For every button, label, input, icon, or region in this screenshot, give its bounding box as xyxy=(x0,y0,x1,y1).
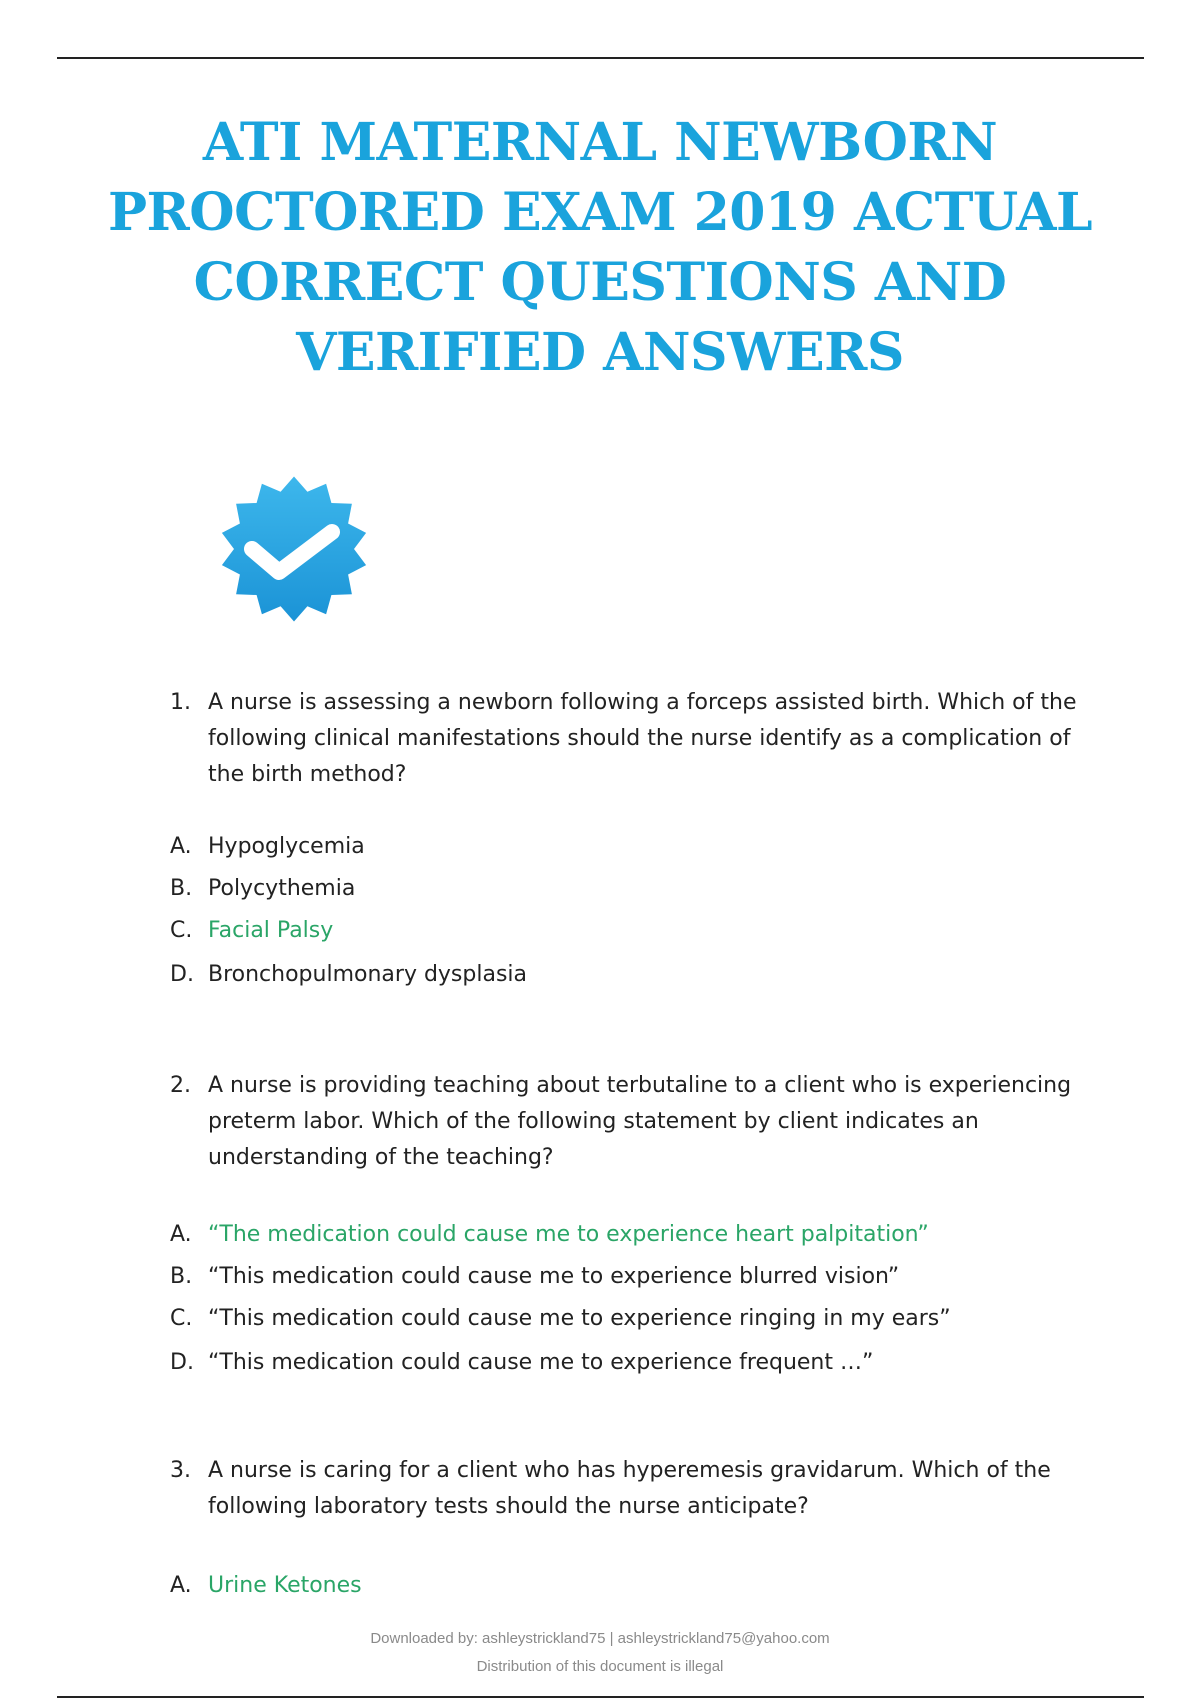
title-line: ATI MATERNAL NEWBORN xyxy=(202,112,998,173)
option-1a xyxy=(170,832,365,862)
title-line: CORRECT QUESTIONS AND xyxy=(193,252,1007,313)
question-stem: A nurse is providing teaching about terbutaline to a client who is experiencing preterm labor. Which of the following statement by client indicates an understanding of the teaching? xyxy=(208,1073,1072,1170)
option-letter: B. xyxy=(170,876,193,901)
option-2b xyxy=(170,1262,899,1292)
question-stem: A nurse is assessing a newborn following a forceps assisted birth. Which of the following clinical manifestations should the nurse identify as a complication of the birth method? xyxy=(208,690,1077,787)
option-text: Facial Palsy xyxy=(208,918,334,943)
option-text: Bronchopulmonary dysplasia xyxy=(208,962,528,987)
option-2d xyxy=(170,1348,873,1378)
question-1 xyxy=(170,685,1100,793)
option-letter: B. xyxy=(170,1264,193,1289)
download-credit: Downloaded by: ashleystrickland75 | ashleystrickland75@yahoo.com xyxy=(370,1630,830,1647)
option-letter: C. xyxy=(170,918,193,943)
option-letter: D. xyxy=(170,1350,194,1375)
question-number: 1. xyxy=(170,690,191,715)
document-title xyxy=(100,108,1100,388)
option-text: Hypoglycemia xyxy=(208,834,365,859)
question-number: 3. xyxy=(170,1458,191,1483)
option-text: “This medication could cause me to experience ringing in my ears” xyxy=(208,1306,951,1331)
option-3a xyxy=(170,1571,362,1601)
option-2a xyxy=(170,1220,929,1250)
title-line: PROCTORED EXAM 2019 ACTUAL xyxy=(107,182,1093,243)
option-letter: A. xyxy=(170,1573,192,1598)
option-text: “This medication could cause me to experience frequent …” xyxy=(208,1350,874,1375)
option-text: Urine Ketones xyxy=(208,1573,362,1598)
option-text: “This medication could cause me to experience blurred vision” xyxy=(208,1264,900,1289)
question-3 xyxy=(170,1453,1100,1525)
option-1c xyxy=(170,916,333,946)
bottom-rule xyxy=(57,1696,1144,1698)
option-letter: A. xyxy=(170,834,192,859)
option-1b xyxy=(170,874,355,904)
top-rule xyxy=(57,57,1144,59)
option-letter: A. xyxy=(170,1222,192,1247)
title-line: VERIFIED ANSWERS xyxy=(296,322,904,383)
option-letter: C. xyxy=(170,1306,193,1331)
option-letter: D. xyxy=(170,962,194,987)
verified-check-badge-icon xyxy=(194,474,394,624)
option-2c xyxy=(170,1304,951,1334)
option-1d xyxy=(170,960,527,990)
question-2 xyxy=(170,1068,1100,1176)
question-number: 2. xyxy=(170,1073,191,1098)
option-text: Polycythemia xyxy=(208,876,356,901)
option-text: “The medication could cause me to experience heart palpitation” xyxy=(208,1222,929,1247)
question-stem: A nurse is caring for a client who has hyperemesis gravidarum. Which of the following laboratory tests should the nurse anticipate? xyxy=(208,1458,1051,1519)
distribution-notice: Distribution of this document is illegal xyxy=(476,1658,724,1675)
